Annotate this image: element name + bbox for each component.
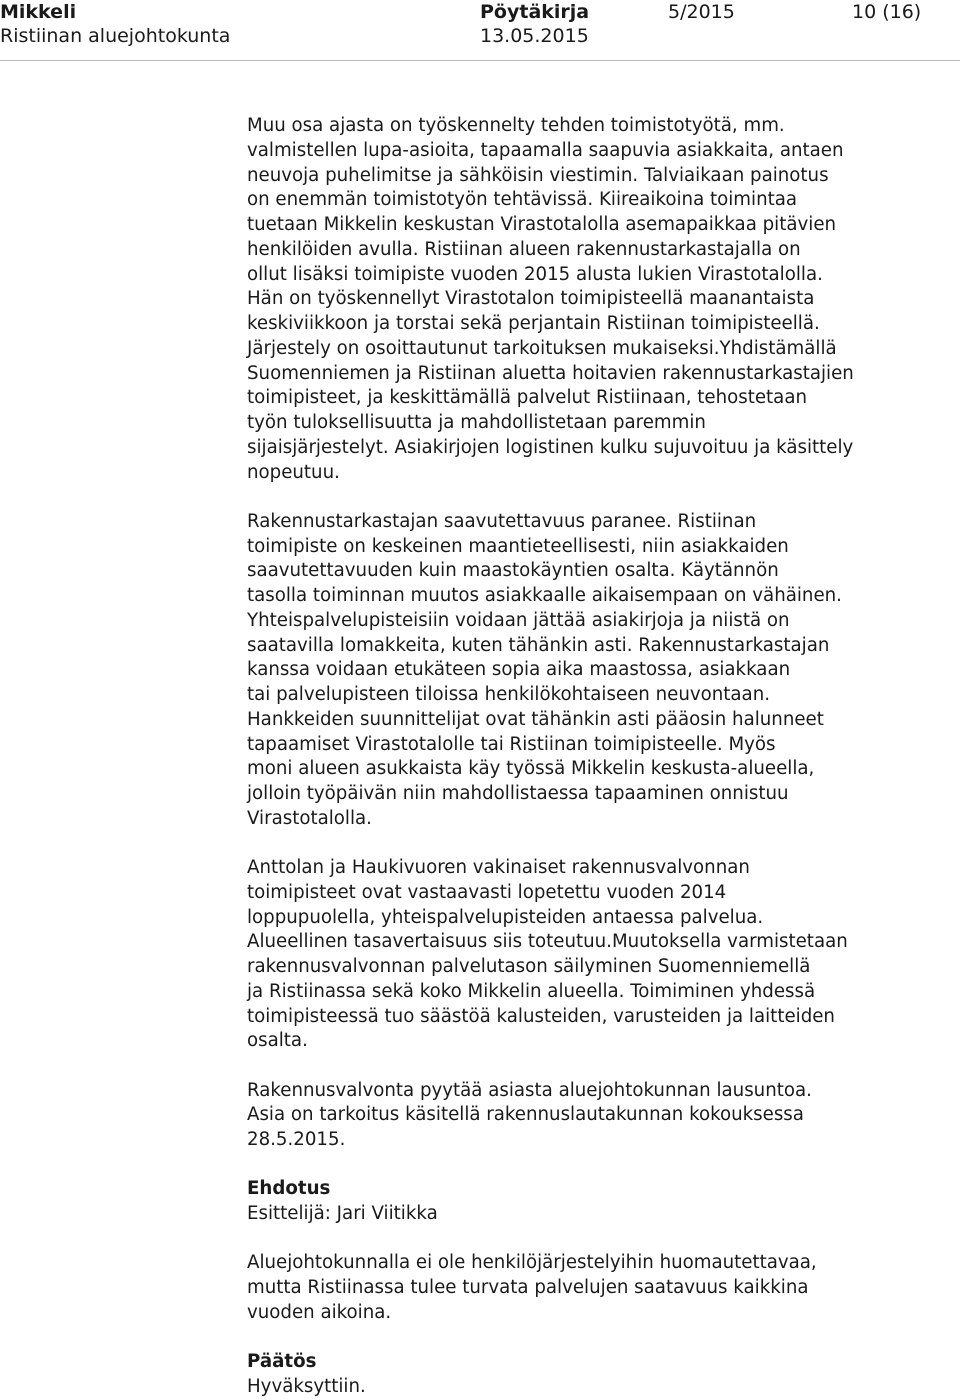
text-line: Asia on tarkoitus käsitellä rakennuslautakunnan kokouksessa bbox=[247, 1104, 804, 1126]
text-line: työn tuloksellisuutta ja mahdollistetaan paremmin bbox=[247, 412, 706, 433]
text-line: ja Ristiinassa sekä koko Mikkelin alueella. Toimiminen yhdessä bbox=[247, 980, 816, 1002]
text-line: vuoden aikoina. bbox=[247, 1301, 392, 1323]
text-line: Alueellinen tasavertaisuus siis toteutuu.Muutoksella varmistetaan bbox=[247, 931, 848, 953]
text-line: saavutettavuuden kuin maastokäyntien osalta. Käytännön bbox=[247, 560, 779, 582]
text-line: Muu osa ajasta on työskennelty tehden toimistotyötä, mm. bbox=[247, 115, 785, 136]
document-header bbox=[0, 0, 960, 61]
text-line: Anttolan ja Haukivuoren vakinaiset rakennusvalvonnan bbox=[247, 857, 750, 878]
text-line: 28.5.2015. bbox=[247, 1129, 346, 1150]
text-line: Hankkeiden suunnittelijat ovat tähänkin asti pääosin halunneet bbox=[247, 708, 824, 730]
text-line: toimipiste on keskeinen maantieteellisesti, niin asiakkaiden bbox=[247, 535, 789, 557]
decision-text: Hyväksyttiin. bbox=[247, 1375, 366, 1397]
text-line: jolloin työpäivän niin mahdollistaessa tapaaminen onnistuu bbox=[247, 783, 789, 804]
text-line: toimipisteessä tuo säästöä kalusteiden, varusteiden ja laitteiden bbox=[247, 1005, 835, 1027]
text-line: toimipisteet ovat vastaavasti lopetettu vuoden 2014 bbox=[247, 881, 727, 903]
text-line: Järjestely on osoittautunut tarkoituksen mukaiseksi.Yhdistämällä bbox=[247, 337, 837, 359]
text-line: Yhteispalvelupisteisiin voidaan jättää asiakirjoja ja niistä on bbox=[247, 609, 790, 631]
text-line: tai palvelupisteen tiloissa henkilökohtaiseen neuvontaan. bbox=[247, 684, 771, 705]
text-line: Virastotalolla. bbox=[247, 807, 372, 829]
text-line: nopeutuu. bbox=[247, 461, 340, 483]
text-line: Hän on työskennellyt Virastotalon toimipisteellä maanantaista bbox=[247, 288, 815, 310]
text-line: Rakennustarkastajan saavutettavuus paranee. Ristiinan bbox=[247, 510, 757, 532]
text-line: mutta Ristiinassa tulee turvata palvelujen saatavuus kaikkina bbox=[247, 1277, 809, 1298]
decision-heading: Päätös bbox=[247, 1351, 317, 1372]
text-line: Aluejohtokunnalla ei ole henkilöjärjestelyihin huomautettavaa, bbox=[247, 1252, 817, 1274]
text-line: toimipisteet, ja keskittämällä palvelut Ristiinaan, tehostetaan bbox=[247, 387, 807, 409]
text-line: henkilöiden avulla. Ristiinan alueen rakennustarkastajalla on bbox=[247, 238, 801, 260]
text-line: tapaamiset Virastotalolle tai Ristiinan toimipisteelle. Myös bbox=[247, 733, 776, 755]
document-type: Pöytäkirja bbox=[480, 1, 590, 23]
organization-name: Mikkeli bbox=[0, 1, 77, 23]
page-number: 10 (16) bbox=[852, 1, 922, 23]
proposal-section bbox=[247, 1177, 917, 1227]
text-line: Rakennusvalvonta pyytää asiasta aluejohtokunnan lausuntoa. bbox=[247, 1079, 812, 1101]
proposal-text bbox=[247, 1251, 917, 1325]
committee-name: Ristiinan aluejohtokunta bbox=[0, 25, 231, 47]
text-line: keskiviikkoon ja torstai sekä perjantain Ristiinan toimipisteellä. bbox=[247, 313, 820, 334]
text-line: sijaisjärjestelyt. Asiakirjojen logistinen kulku sujuvoituu ja käsittely bbox=[247, 436, 854, 458]
decision-section bbox=[247, 1350, 917, 1400]
document-body bbox=[247, 114, 917, 1400]
text-line: ollut lisäksi toimipiste vuoden 2015 alusta lukien Virastotalolla. bbox=[247, 263, 823, 285]
text-line: saatavilla lomakkeita, kuten tähänkin asti. Rakennustarkastajan bbox=[247, 634, 830, 656]
text-line: neuvoja puhelimitse ja sähköisin viestimin. Talviaikaan painotus bbox=[247, 164, 829, 186]
text-line: tasolla toiminnan muutos asiakkaalle aikaisempaan on vähäinen. bbox=[247, 585, 842, 606]
meeting-date: 13.05.2015 bbox=[480, 25, 589, 47]
document-number: 5/2015 bbox=[668, 1, 735, 23]
text-line: osalta. bbox=[247, 1030, 308, 1052]
text-line: loppupuolella, yhteispalvelupisteiden antaessa palvelua. bbox=[247, 906, 764, 928]
text-line: moni alueen asukkaista käy työssä Mikkelin keskusta-alueella, bbox=[247, 758, 815, 780]
text-line: on enemmän toimistotyön tehtävissä. Kiireaikoina toimintaa bbox=[247, 189, 798, 211]
text-line: kanssa voidaan etukäteen sopia aika maastossa, asiakkaan bbox=[247, 659, 791, 681]
paragraph-statement-request bbox=[247, 1079, 917, 1153]
paragraph-equality bbox=[247, 856, 917, 1054]
paragraph-work-description bbox=[247, 114, 917, 485]
text-line: rakennusvalvonnan palvelutason säilyminen Suomenniemellä bbox=[247, 956, 811, 977]
presenter-line: Esittelijä: Jari Viitikka bbox=[247, 1203, 438, 1224]
paragraph-accessibility bbox=[247, 510, 917, 832]
text-line: tuetaan Mikkelin keskustan Virastotalolla asemapaikkaa pitävien bbox=[247, 214, 837, 235]
text-line: Suomenniemen ja Ristiinan aluetta hoitavien rakennustarkastajien bbox=[247, 362, 854, 384]
text-line: valmistellen lupa-asioita, tapaamalla saapuvia asiakkaita, antaen bbox=[247, 139, 844, 161]
proposal-heading: Ehdotus bbox=[247, 1178, 331, 1200]
